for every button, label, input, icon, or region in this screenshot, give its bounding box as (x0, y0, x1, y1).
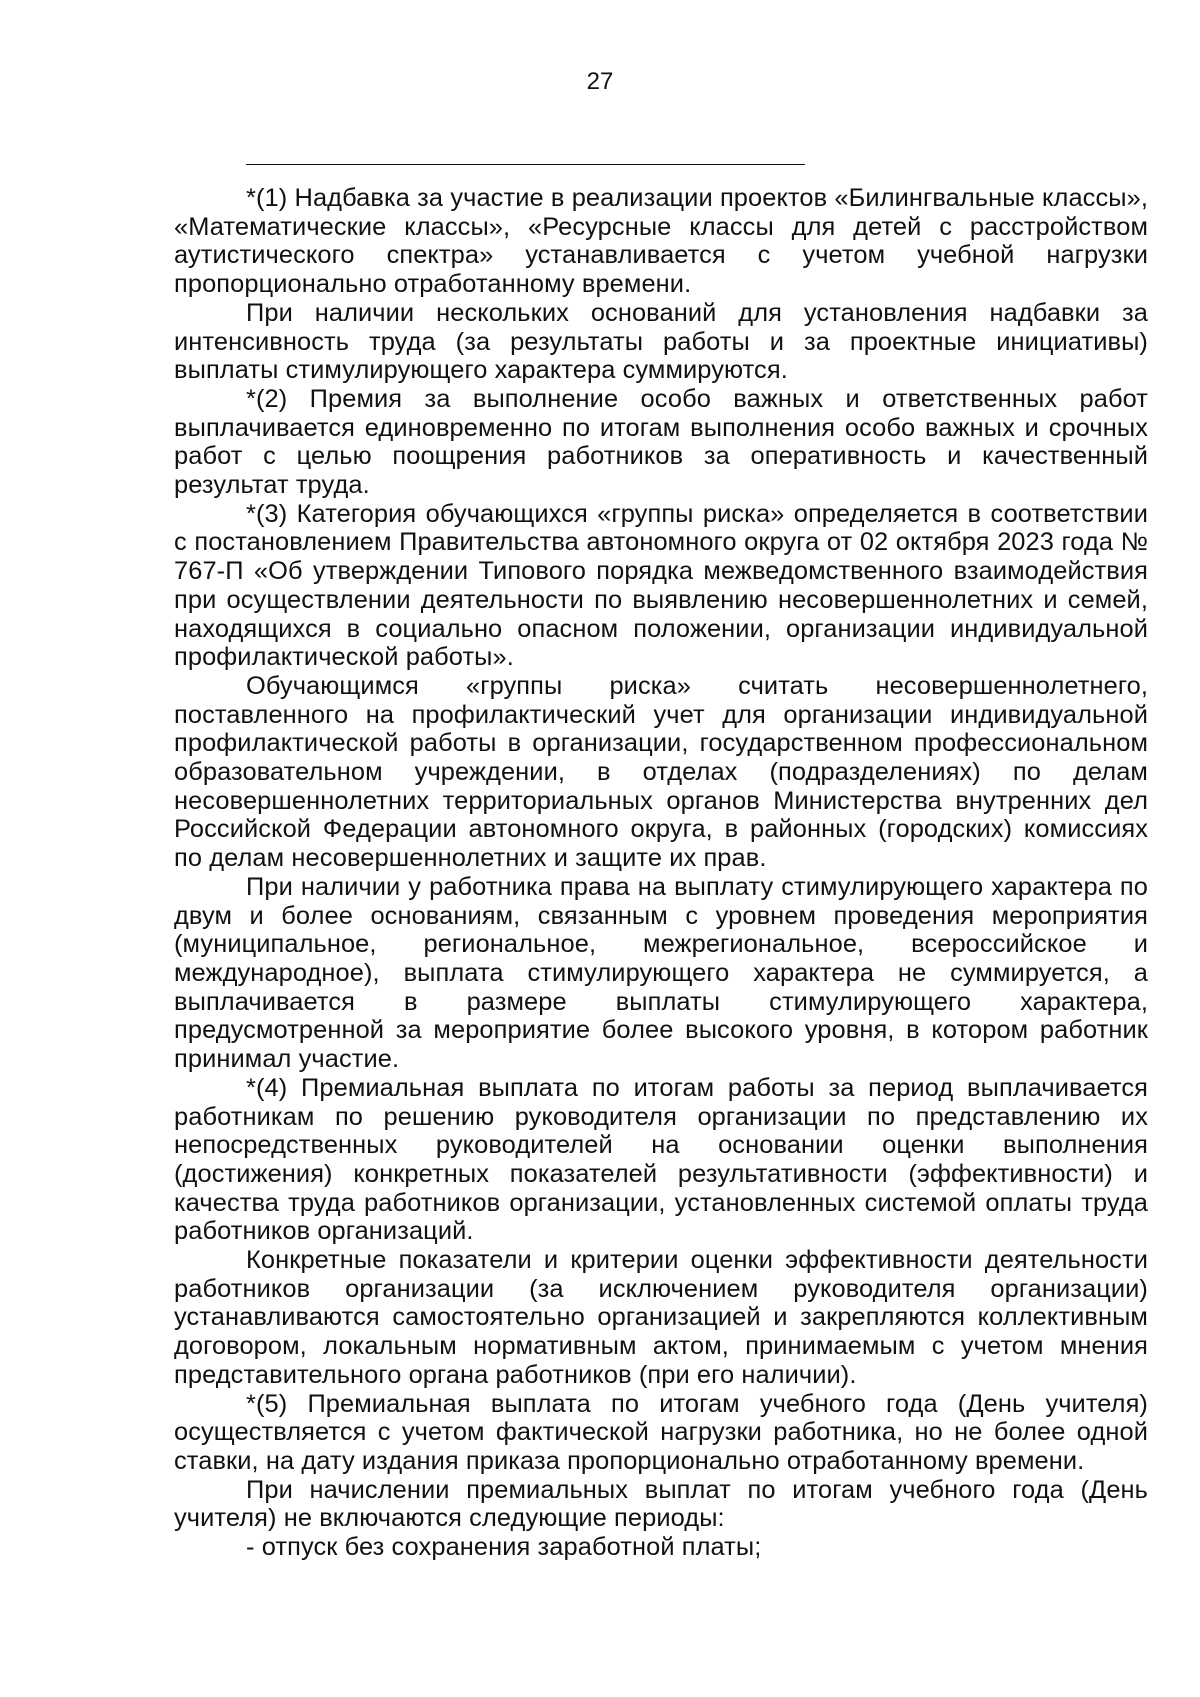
risk-group-definition-paragraph: Обучающимся «группы риска» считать несовершеннолетнего, поставленного на профилактический учет для организации индивидуальной профилактической работы в организации, государственном профессиональном образовательном учреждении, в отделах (подразделениях) по делам несовершеннолетних территориальных органов Министерства внутренних дел Российской Федерации автономного округа, в районных (городских) комиссиях по делам несовершеннолетних и защите их прав. (174, 671, 1148, 873)
footnote-2-paragraph: *(2) Премия за выполнение особо важных и ответственных работ выплачивается единовременно по итогам выполнения особо важных и срочных работ с целью поощрения работников за оперативность и качественный результат труда. (174, 384, 1148, 500)
footnote-5-paragraph: *(5) Премиальная выплата по итогам учебного года (День учителя) осуществляется с учетом фактической нагрузки работника, но не более одной ставки, на дату издания приказа пропорционально отработанному времени. (174, 1389, 1148, 1475)
footnotes-body (174, 184, 1148, 1562)
footnote-4-paragraph: *(4) Премиальная выплата по итогам работы за период выплачивается работникам по решению руководителя организации по представлению их непосредственных руководителей на основании оценки выполнения (достижения) конкретных показателей результативности (эффективности) и качества труда работников организации, установленных системой оплаты труда работников организаций. (174, 1073, 1148, 1246)
footnote-1-paragraph: *(1) Надбавка за участие в реализации проектов «Билингвальные классы», «Математические классы», «Ресурсные классы для детей с расстройством аутистического спектра» устанавливается с учетом учебной нагрузки пропорционально отработанному времени. (174, 184, 1148, 299)
excluded-periods-paragraph: При начислении премиальных выплат по итогам учебного года (День учителя) не включаются следующие периоды: (174, 1475, 1148, 1533)
indicators-criteria-paragraph: Конкретные показатели и критерии оценки эффективности деятельности работников организации (за исключением руководителя организации) устанавливаются самостоятельно организацией и закрепляются коллективным договором, локальным нормативным актом, принимаемым с учетом мнения представительного органа работников (при его наличии). (174, 1246, 1148, 1389)
footnote-3-paragraph: *(3) Категория обучающихся «группы риска» определяется в соответствии с постановлением Правительства автономного округа от 02 октября 2023 года № 767-П «Об утверждении Типового порядка межведомственного взаимодействия при осуществлении деятельности по выявлению несовершеннолетних и семей, находящихся в социально опасном положении, организации индивидуальной профилактической работы». (174, 499, 1148, 672)
footnote-separator (246, 164, 805, 165)
footnote-1-note-paragraph: При наличии нескольких оснований для установления надбавки за интенсивность труда (за результаты работы и за проектные инициативы) выплаты стимулирующего характера суммируются. (174, 298, 1148, 385)
page-number: 27 (586, 68, 614, 95)
multiple-grounds-paragraph: При наличии у работника права на выплату стимулирующего характера по двум и более основаниям, связанным с уровнем проведения мероприятия (муниципальное, региональное, межрегиональное, всероссийское и международное), выплата стимулирующего характера не суммируется, а выплачивается в размере выплаты стимулирующего характера, предусмотренной за мероприятие более высокого уровня, в котором работник принимал участие. (174, 872, 1148, 1074)
list-item-unpaid-leave: - отпуск без сохранения заработной платы; (246, 1533, 762, 1562)
